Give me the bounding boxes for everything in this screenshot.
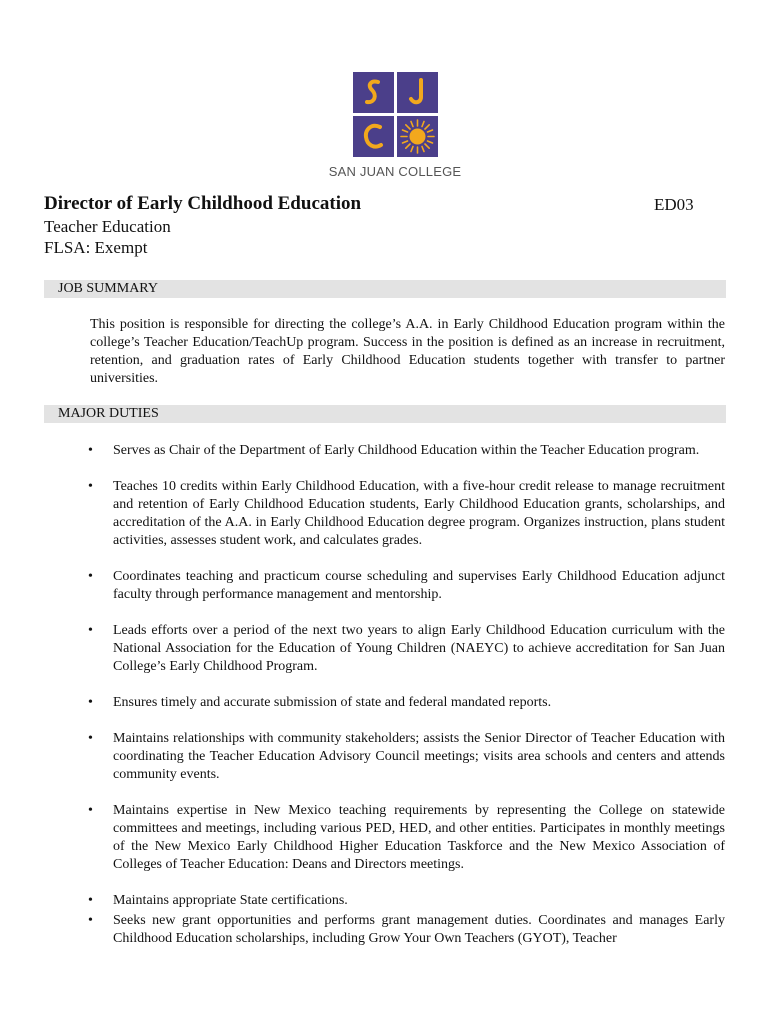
duty-text: Maintains appropriate State certifications. bbox=[113, 893, 348, 908]
list-item bbox=[0, 478, 725, 550]
bullet-icon: • bbox=[88, 443, 93, 458]
duty-text: Leads efforts over a period of the next two years to align Early Childhood Education curriculum with the National Association for the Education of Young Children (NAEYC) to achieve accreditation for San Juan College’s Early Childhood Program. bbox=[113, 623, 725, 674]
list-item bbox=[0, 912, 725, 948]
job-summary-heading: JOB SUMMARY bbox=[44, 280, 726, 298]
department: Teacher Education bbox=[44, 217, 171, 236]
bullet-icon: • bbox=[88, 623, 93, 638]
flsa-status: FLSA: Exempt bbox=[44, 238, 148, 257]
logo-letter-j-icon bbox=[397, 72, 438, 113]
list-item bbox=[0, 568, 725, 604]
logo-tile-c bbox=[353, 116, 394, 157]
duty-text: Ensures timely and accurate submission of state and federal mandated reports. bbox=[113, 695, 552, 710]
duty-text: Maintains expertise in New Mexico teaching requirements by representing the College on statewide committees and meetings, including various PED, HED, and other entities. Participates in monthly meetings of the New Mexico Early Childhood Higher Education Taskforce and the New Mexico Association of Colleges of Teacher Education: Deans and Directors meetings. bbox=[113, 803, 725, 872]
bullet-icon: • bbox=[88, 731, 93, 746]
logo-letter-s-icon bbox=[353, 72, 394, 113]
job-summary-text: This position is responsible for directing the college’s A.A. in Early Childhood Education program within the college’s Teacher Education/TeachUp program. Success in the position is defined as an increase in recruitment, retention, and graduation rates of Early Childhood Education students together with transfer to partner universities. bbox=[90, 317, 725, 386]
duty-text: Teaches 10 credits within Early Childhood Education, with a five-hour credit release to manage recruitment and retention of Early Childhood Education students, Early Childhood Education grants, scholarships, and accreditation of the A.A. in Early Childhood Education degree program. Organizes instruction, plans student activities, assesses student work, and calculates grades. bbox=[113, 479, 725, 548]
duty-text: Serves as Chair of the Department of Early Childhood Education within the Teacher Education program. bbox=[113, 443, 700, 458]
list-item bbox=[0, 622, 725, 676]
sun-icon bbox=[397, 116, 438, 157]
major-duties-heading: MAJOR DUTIES bbox=[44, 405, 726, 423]
list-item bbox=[0, 802, 725, 874]
bullet-icon: • bbox=[88, 893, 93, 908]
job-title: Director of Early Childhood Education bbox=[44, 193, 362, 214]
duty-text: Coordinates teaching and practicum course scheduling and supervises Early Childhood Education adjunct faculty through performance management and mentorship. bbox=[113, 569, 725, 602]
logo-tile-s bbox=[353, 72, 394, 113]
list-item bbox=[0, 442, 725, 460]
list-item bbox=[0, 730, 725, 784]
list-item bbox=[0, 892, 725, 910]
duty-text: Seeks new grant opportunities and performs grant management duties. Coordinates and manages Early Childhood Education scholarships, including Grow Your Own Teachers (GYOT), Teacher bbox=[113, 913, 725, 946]
college-logo bbox=[325, 72, 465, 184]
logo-college-name: SAN JUAN COLLEGE bbox=[328, 164, 462, 179]
logo-mark bbox=[353, 72, 438, 157]
bullet-icon: • bbox=[88, 695, 93, 710]
bullet-icon: • bbox=[88, 913, 93, 928]
duties-list bbox=[0, 442, 770, 966]
logo-tile-sun bbox=[397, 116, 438, 157]
job-code: ED03 bbox=[654, 195, 694, 214]
logo-letter-c-icon bbox=[353, 116, 394, 157]
bullet-icon: • bbox=[88, 803, 93, 818]
bullet-icon: • bbox=[88, 479, 93, 494]
bullet-icon: • bbox=[88, 569, 93, 584]
list-item bbox=[0, 694, 725, 712]
logo-tile-j bbox=[397, 72, 438, 113]
duty-text: Maintains relationships with community stakeholders; assists the Senior Director of Teacher Education with coordinating the Teacher Education Advisory Council meetings; visits area schools and centers and attends community events. bbox=[113, 731, 725, 782]
